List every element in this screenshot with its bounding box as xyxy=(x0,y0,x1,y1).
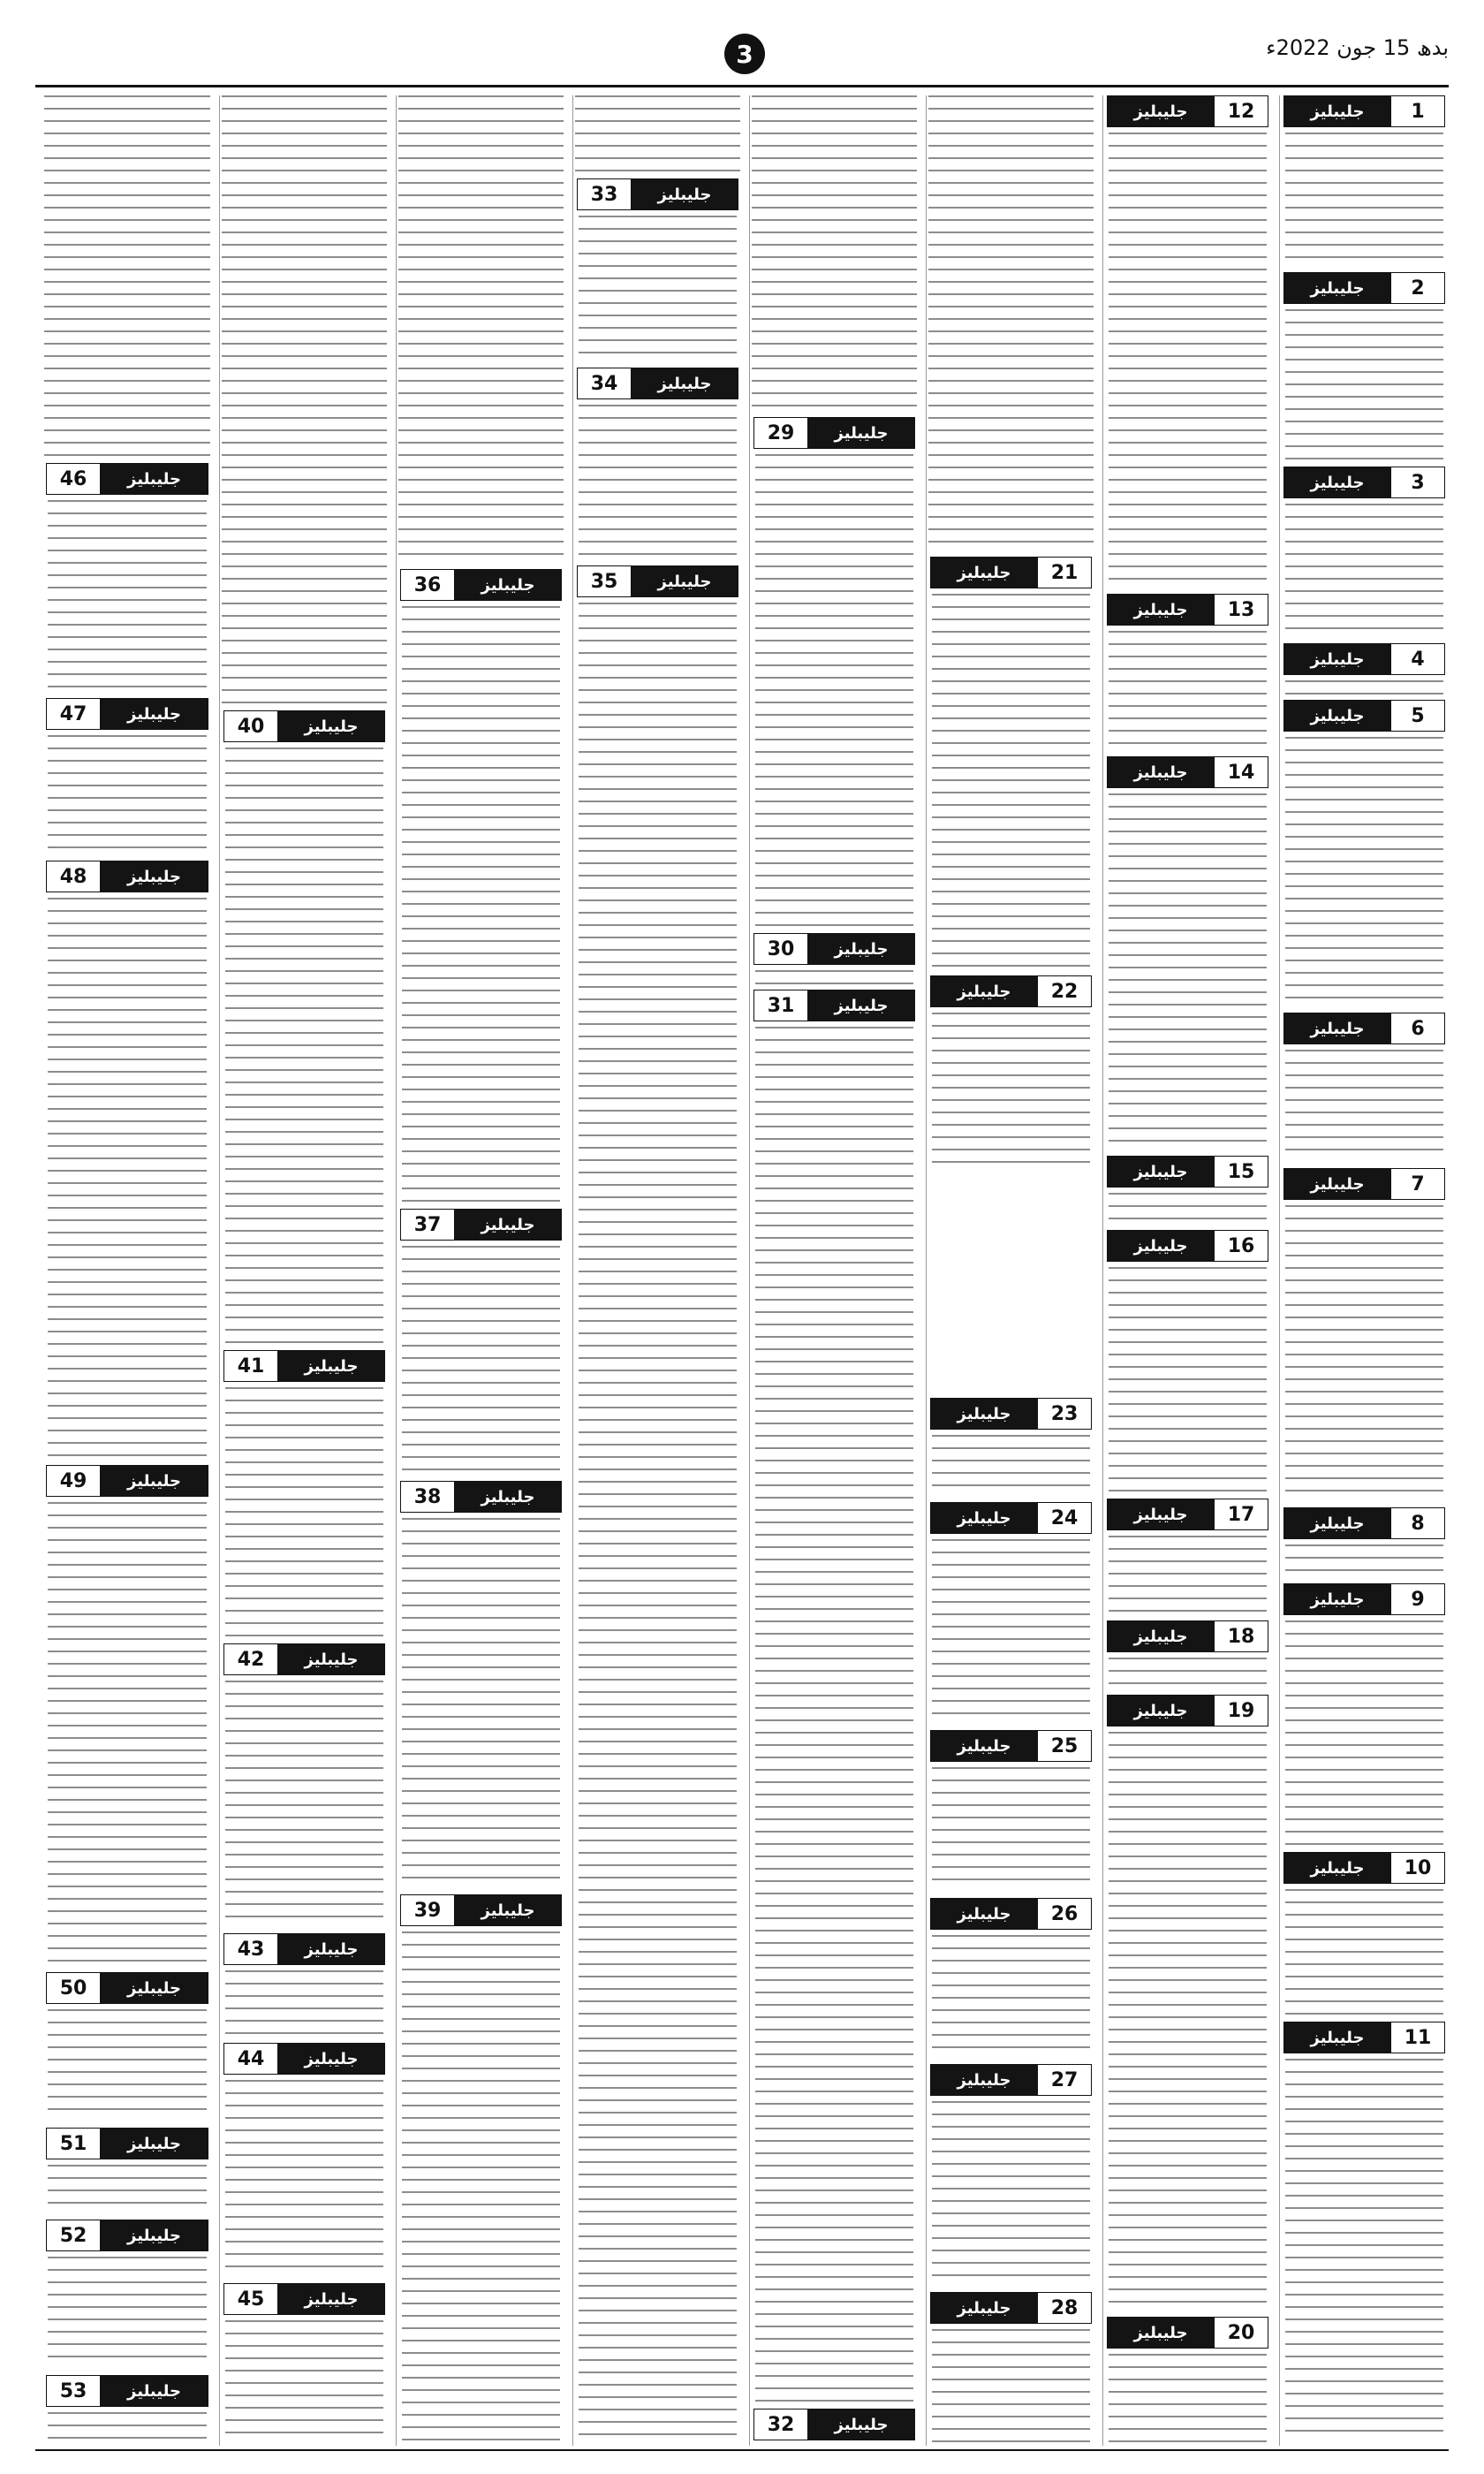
article-body-text xyxy=(932,1013,1090,1170)
article-keyword: جلیبلیز xyxy=(957,982,1011,1001)
article-keyword: جلیبلیز xyxy=(304,1356,359,1376)
article-body-text xyxy=(402,1246,560,1474)
article-keyword: جلیبلیز xyxy=(1133,600,1188,619)
article-body-text xyxy=(1285,737,1443,1006)
footer-divider xyxy=(35,2449,1449,2451)
article-24 xyxy=(930,1502,1092,1726)
article-body-text xyxy=(48,2165,207,2212)
article-8 xyxy=(1283,1507,1445,1580)
article-32 xyxy=(753,2409,915,2446)
article-body-text xyxy=(1285,504,1443,636)
article-keyword: جلیبلیز xyxy=(1133,1701,1188,1720)
article-keyword: جلیبلیز xyxy=(127,867,181,886)
article-1 xyxy=(1283,95,1445,269)
article-header xyxy=(46,698,208,730)
article-header xyxy=(1283,95,1445,127)
article-header xyxy=(223,1933,385,1965)
article-body-text xyxy=(1285,133,1443,265)
article-header xyxy=(1107,2317,1268,2349)
article-keyword: جلیبلیز xyxy=(1133,1505,1188,1524)
article-header xyxy=(46,2220,208,2251)
article-body-text xyxy=(1109,133,1267,587)
header-divider xyxy=(35,85,1449,87)
article-body-text xyxy=(48,1502,207,1965)
article-keyword: جلیبلیز xyxy=(657,185,712,204)
article-keyword: جلیبلیز xyxy=(1310,473,1365,492)
article-number: 45 xyxy=(224,2284,278,2314)
article-header xyxy=(1107,594,1268,626)
column-1 xyxy=(1279,95,1449,2446)
article-body-text xyxy=(932,1435,1090,1495)
article-keyword: جلیبلیز xyxy=(957,1508,1011,1528)
article-number: 24 xyxy=(1037,1503,1091,1533)
article-body-text xyxy=(755,454,913,926)
article-body-text xyxy=(1285,1544,1443,1576)
article-keyword: جلیبلیز xyxy=(957,2070,1011,2090)
article-header xyxy=(1107,1499,1268,1530)
page-header xyxy=(35,27,1449,78)
article-body-text xyxy=(579,405,737,558)
article-keyword: جلیبلیز xyxy=(1310,102,1365,121)
article-number: 41 xyxy=(224,1351,278,1381)
article-keyword: جلیبلیز xyxy=(1133,763,1188,782)
article-keyword: جلیبلیز xyxy=(304,2289,359,2309)
article-body-text xyxy=(1109,2354,1267,2442)
article-body-text xyxy=(1285,1050,1443,1161)
article-keyword: جلیبلیز xyxy=(127,1978,181,1998)
article-body-text xyxy=(1109,1732,1267,2310)
article-number: 4 xyxy=(1390,644,1444,674)
article-number: 29 xyxy=(754,418,808,448)
article-keyword: جلیبلیز xyxy=(834,996,889,1015)
article-number: 52 xyxy=(47,2220,101,2250)
article-keyword: جلیبلیز xyxy=(127,2381,181,2401)
column-3 xyxy=(926,95,1095,2446)
article-header xyxy=(1107,1156,1268,1188)
article-36 xyxy=(400,569,562,1205)
article-number: 32 xyxy=(754,2409,808,2440)
article-body-text xyxy=(1285,1620,1443,1845)
article-header xyxy=(577,368,738,399)
article-27 xyxy=(930,2064,1092,2288)
article-body-text xyxy=(1285,2059,1443,2442)
article-header xyxy=(46,861,208,892)
article-41 xyxy=(223,1350,385,1640)
article-header xyxy=(400,1481,562,1513)
article-header xyxy=(930,1398,1092,1430)
article-header xyxy=(223,2043,385,2075)
article-number: 23 xyxy=(1037,1399,1091,1429)
article-body-text xyxy=(932,2101,1090,2285)
article-17 xyxy=(1107,1499,1268,1617)
article-number: 20 xyxy=(1214,2318,1268,2348)
article-28 xyxy=(930,2292,1092,2446)
article-header xyxy=(46,463,208,495)
column-6 xyxy=(396,95,565,2446)
column-4 xyxy=(749,95,919,2446)
article-body-text xyxy=(1109,1193,1267,1223)
article-keyword: جلیبلیز xyxy=(481,575,535,595)
article-number: 11 xyxy=(1390,2022,1444,2053)
column-8 xyxy=(42,95,212,2446)
column-5 xyxy=(572,95,742,2446)
article-body-text xyxy=(48,898,207,1458)
article-body-text xyxy=(1285,680,1443,694)
article-number: 50 xyxy=(47,1973,101,2003)
article-keyword: جلیبلیز xyxy=(481,1487,535,1506)
page-number-badge: 3 xyxy=(724,34,765,74)
columns-container xyxy=(35,95,1449,2446)
article-header xyxy=(1283,2022,1445,2053)
article-body-text xyxy=(225,2320,383,2442)
article-number: 16 xyxy=(1214,1231,1268,1261)
article-body-text xyxy=(48,2257,207,2368)
article-body-text xyxy=(932,2329,1090,2442)
continued-text xyxy=(752,95,917,414)
article-keyword: جلیبلیز xyxy=(834,2415,889,2434)
article-header xyxy=(1283,1507,1445,1539)
article-header xyxy=(930,557,1092,588)
article-keyword: جلیبلیز xyxy=(1310,649,1365,669)
article-number: 12 xyxy=(1214,96,1268,126)
article-keyword: جلیبلیز xyxy=(1310,1174,1365,1194)
article-header xyxy=(46,2375,208,2407)
article-53 xyxy=(46,2375,208,2446)
article-header xyxy=(46,1465,208,1497)
article-4 xyxy=(1283,643,1445,696)
article-number: 6 xyxy=(1390,1013,1444,1043)
article-number: 43 xyxy=(224,1934,278,1964)
article-number: 46 xyxy=(47,464,101,494)
column-2 xyxy=(1102,95,1272,2446)
article-header xyxy=(1283,1583,1445,1615)
article-number: 8 xyxy=(1390,1508,1444,1538)
article-keyword: جلیبلیز xyxy=(304,2049,359,2068)
article-19 xyxy=(1107,1695,1268,2313)
article-number: 42 xyxy=(224,1644,278,1674)
article-header xyxy=(1107,1620,1268,1652)
article-body-text xyxy=(225,1387,383,1636)
article-body-text xyxy=(48,2009,207,2121)
article-header xyxy=(930,1730,1092,1762)
article-21 xyxy=(930,557,1092,972)
article-13 xyxy=(1107,594,1268,753)
article-header xyxy=(753,933,915,965)
article-header xyxy=(930,2292,1092,2324)
article-42 xyxy=(223,1643,385,1930)
article-header xyxy=(223,710,385,742)
article-number: 39 xyxy=(401,1895,455,1925)
article-12 xyxy=(1107,95,1268,590)
article-7 xyxy=(1283,1168,1445,1504)
article-number: 53 xyxy=(47,2376,101,2406)
article-keyword: جلیبلیز xyxy=(304,1650,359,1669)
article-keyword: جلیبلیز xyxy=(1133,1162,1188,1181)
article-9 xyxy=(1283,1583,1445,1848)
article-37 xyxy=(400,1209,562,1477)
article-15 xyxy=(1107,1156,1268,1226)
article-number: 18 xyxy=(1214,1621,1268,1651)
article-number: 7 xyxy=(1390,1169,1444,1199)
article-header xyxy=(1283,1852,1445,1884)
article-number: 28 xyxy=(1037,2293,1091,2323)
article-body-text xyxy=(1109,793,1267,1149)
article-keyword: جلیبلیز xyxy=(957,1736,1011,1756)
article-33 xyxy=(577,178,738,364)
article-body-text xyxy=(932,1767,1090,1891)
article-3 xyxy=(1283,467,1445,640)
article-46 xyxy=(46,463,208,694)
article-header xyxy=(753,417,915,449)
article-header xyxy=(223,1350,385,1382)
continued-text xyxy=(44,95,210,458)
article-number: 13 xyxy=(1214,595,1268,625)
article-body-text xyxy=(402,606,560,1202)
article-6 xyxy=(1283,1013,1445,1165)
article-11 xyxy=(1283,2022,1445,2446)
column-7 xyxy=(219,95,389,2446)
article-header xyxy=(577,178,738,210)
article-number: 14 xyxy=(1214,757,1268,787)
article-number: 3 xyxy=(1390,467,1444,497)
article-43 xyxy=(223,1933,385,2039)
article-keyword: جلیبلیز xyxy=(657,572,712,591)
article-number: 33 xyxy=(578,179,632,209)
article-number: 31 xyxy=(754,990,808,1021)
article-22 xyxy=(930,975,1092,1173)
article-keyword: جلیبلیز xyxy=(1310,2028,1365,2047)
continued-text xyxy=(398,95,564,564)
article-body-text xyxy=(579,216,737,360)
article-header xyxy=(1283,1013,1445,1044)
article-40 xyxy=(223,710,385,1347)
article-45 xyxy=(223,2283,385,2446)
article-body-text xyxy=(1109,1658,1267,1688)
article-body-text xyxy=(932,1935,1090,2057)
article-keyword: جلیبلیز xyxy=(1133,2323,1188,2342)
article-number: 34 xyxy=(578,368,632,398)
article-29 xyxy=(753,417,915,930)
article-header xyxy=(753,2409,915,2440)
article-header xyxy=(46,1972,208,2004)
article-body-text xyxy=(755,1027,913,2402)
article-body-text xyxy=(1285,1889,1443,2015)
article-34 xyxy=(577,368,738,562)
article-52 xyxy=(46,2220,208,2372)
article-keyword: جلیبلیز xyxy=(127,469,181,489)
article-header xyxy=(223,2283,385,2315)
article-keyword: جلیبلیز xyxy=(304,1939,359,1959)
article-keyword: جلیبلیز xyxy=(127,704,181,724)
article-18 xyxy=(1107,1620,1268,1691)
article-number: 35 xyxy=(578,566,632,596)
article-number: 10 xyxy=(1390,1853,1444,1883)
article-number: 38 xyxy=(401,1482,455,1512)
article-number: 37 xyxy=(401,1210,455,1240)
issue-date: بدھ 15 جون 2022ء xyxy=(1266,35,1449,60)
article-body-text xyxy=(48,500,207,691)
article-20 xyxy=(1107,2317,1268,2446)
article-10 xyxy=(1283,1852,1445,2018)
article-body-text xyxy=(402,1931,560,2442)
article-header xyxy=(1283,467,1445,498)
article-5 xyxy=(1283,700,1445,1009)
article-keyword: جلیبلیز xyxy=(127,1471,181,1491)
article-body-text xyxy=(225,2080,383,2276)
article-keyword: جلیبلیز xyxy=(1310,1514,1365,1533)
article-keyword: جلیبلیز xyxy=(657,374,712,393)
article-header xyxy=(1283,643,1445,675)
article-keyword: جلیبلیز xyxy=(957,1904,1011,1924)
article-number: 40 xyxy=(224,711,278,741)
article-35 xyxy=(577,565,738,2446)
article-number: 17 xyxy=(1214,1499,1268,1529)
article-38 xyxy=(400,1481,562,1891)
article-number: 47 xyxy=(47,699,101,729)
article-number: 15 xyxy=(1214,1157,1268,1187)
article-number: 51 xyxy=(47,2129,101,2159)
article-header xyxy=(1107,95,1268,127)
article-body-text xyxy=(1109,631,1267,749)
article-header xyxy=(1107,756,1268,788)
article-keyword: جلیبلیز xyxy=(957,1404,1011,1423)
article-keyword: جلیبلیز xyxy=(1133,1236,1188,1256)
article-body-text xyxy=(1285,1205,1443,1500)
article-body-text xyxy=(48,735,207,854)
article-header xyxy=(930,1898,1092,1930)
article-keyword: جلیبلیز xyxy=(481,1215,535,1234)
article-header xyxy=(930,1502,1092,1534)
article-14 xyxy=(1107,756,1268,1152)
article-47 xyxy=(46,698,208,857)
article-body-text xyxy=(1109,1536,1267,1613)
article-number: 27 xyxy=(1037,2065,1091,2095)
article-header xyxy=(223,1643,385,1675)
article-header xyxy=(1107,1695,1268,1726)
article-keyword: جلیبلیز xyxy=(1310,1019,1365,1038)
article-keyword: جلیبلیز xyxy=(1310,278,1365,298)
article-header xyxy=(400,1894,562,1926)
article-body-text xyxy=(579,603,737,2442)
article-body-text xyxy=(48,2412,207,2442)
article-31 xyxy=(753,990,915,2405)
article-keyword: جلیبلیز xyxy=(1310,706,1365,725)
article-header xyxy=(1283,700,1445,732)
article-body-text xyxy=(225,1681,383,1926)
article-23 xyxy=(930,1398,1092,1499)
article-25 xyxy=(930,1730,1092,1894)
article-body-text xyxy=(755,970,913,984)
article-keyword: جلیبلیز xyxy=(834,423,889,443)
article-number: 1 xyxy=(1390,96,1444,126)
article-number: 19 xyxy=(1214,1696,1268,1726)
article-50 xyxy=(46,1972,208,2124)
continued-text xyxy=(575,95,740,175)
article-number: 25 xyxy=(1037,1731,1091,1761)
article-number: 36 xyxy=(401,570,455,600)
article-body-text xyxy=(225,1970,383,2036)
article-keyword: جلیبلیز xyxy=(1133,1627,1188,1646)
article-49 xyxy=(46,1465,208,1969)
article-number: 5 xyxy=(1390,701,1444,731)
article-number: 26 xyxy=(1037,1899,1091,1929)
article-keyword: جلیبلیز xyxy=(957,2298,1011,2318)
article-header xyxy=(1283,272,1445,304)
article-number: 2 xyxy=(1390,273,1444,303)
continued-text xyxy=(222,95,387,705)
article-header xyxy=(753,990,915,1021)
article-body-text xyxy=(1285,309,1443,459)
article-keyword: جلیبلیز xyxy=(1133,102,1188,121)
article-keyword: جلیبلیز xyxy=(127,2226,181,2245)
article-keyword: جلیبلیز xyxy=(957,563,1011,582)
article-number: 49 xyxy=(47,1466,101,1496)
article-number: 21 xyxy=(1037,558,1091,588)
article-51 xyxy=(46,2128,208,2216)
article-header xyxy=(1107,1230,1268,1262)
article-39 xyxy=(400,1894,562,2446)
article-keyword: جلیبلیز xyxy=(304,717,359,736)
article-30 xyxy=(753,933,915,986)
article-header xyxy=(577,565,738,597)
article-header xyxy=(46,2128,208,2159)
article-48 xyxy=(46,861,208,1461)
article-body-text xyxy=(932,1539,1090,1723)
article-number: 22 xyxy=(1037,976,1091,1006)
article-header xyxy=(1283,1168,1445,1200)
article-keyword: جلیبلیز xyxy=(127,2134,181,2153)
article-keyword: جلیبلیز xyxy=(1310,1858,1365,1878)
article-header xyxy=(400,1209,562,1241)
article-number: 44 xyxy=(224,2044,278,2074)
article-header xyxy=(400,569,562,601)
article-keyword: جلیبلیز xyxy=(1310,1590,1365,1609)
article-26 xyxy=(930,1898,1092,2060)
article-body-text xyxy=(225,748,383,1343)
article-16 xyxy=(1107,1230,1268,1495)
article-body-text xyxy=(402,1518,560,1887)
article-header xyxy=(930,975,1092,1007)
article-number: 48 xyxy=(47,861,101,892)
article-keyword: جلیبلیز xyxy=(834,939,889,959)
article-2 xyxy=(1283,272,1445,463)
article-body-text xyxy=(1109,1267,1267,1491)
article-number: 9 xyxy=(1390,1584,1444,1614)
article-body-text xyxy=(932,594,1090,968)
article-number: 30 xyxy=(754,934,808,964)
article-header xyxy=(930,2064,1092,2096)
article-keyword: جلیبلیز xyxy=(481,1901,535,1920)
article-44 xyxy=(223,2043,385,2280)
continued-text xyxy=(928,95,1094,553)
